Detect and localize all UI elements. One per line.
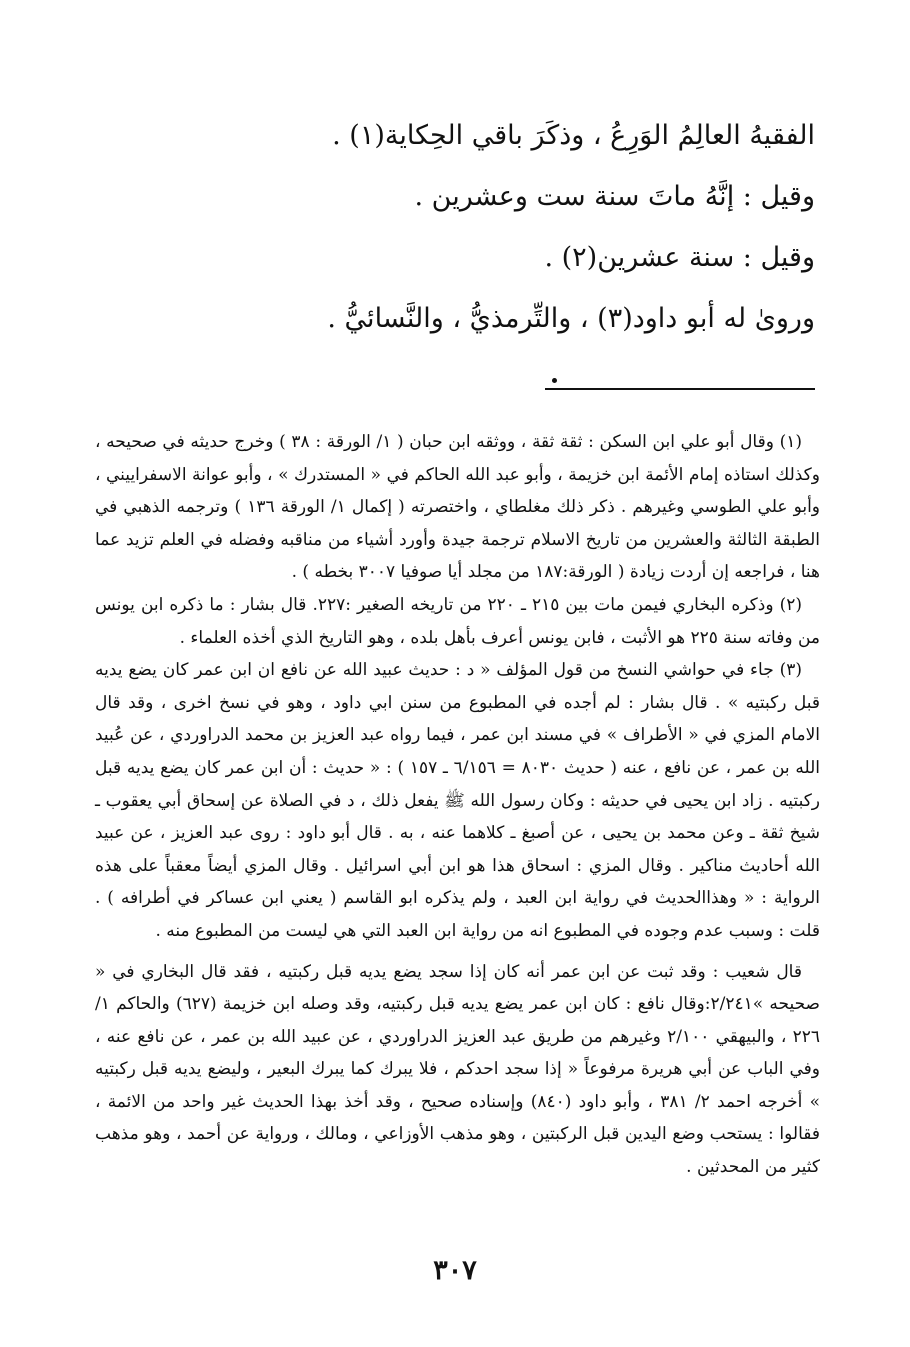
footnote-3: (٣) جاء في حواشي النسخ من قول المؤلف « د : حديث عبيد الله عن نافع ان ابن عمر كان يضع يديه قبل ركبتيه » . قال بشار : لم أجده في المطبوع من سنن ابي داود ، وهو في نسخ اخرى ، وقد قال الامام المزي في « الأطراف » في مسند ابن عمر ، فيما رواه عبد العزيز بن محمد الدراوردي ، عن عُبيد الله بن عمر ، عن نافع ، عنه ( حديث ٨٠٣٠ = ٦/١٥٦ ـ ١٥٧ ) : « حديث : أن ابن عمر كان يضع يديه قبل ركبتيه . زاد ابن يحيى في حديثه : وكان رسول الله ﷺ يفعل ذلك ، د في الصلاة عن إسحاق أبي يعقوب ـ شيخ ثقة ـ وعن محمد بن يحيى ، عن أصبغ ـ كلاهما عنه ، به . قال أبو داود : روى عبد العزيز ، عن عبيد الله أحاديث مناكير . وقال المزي : اسحاق هذا هو ابن أبي اسرائيل . وقال المزي أيضاً معقباً على هذه الرواية : « وهذاالحديث في رواية ابن العبد ، ولم يذكره ابو القاسم ( يعني ابن عساكر في أطرافه ) . قلت : وسبب عدم وجوده في المطبوع انه من رواية ابن العبد التي هي ليست من المطبوع منه .	[95, 660, 820, 941]
footnote-1: (١) وقال أبو علي ابن السكن : ثقة ثقة ، ووثقه ابن حبان ( ١/ الورقة : ٣٨ ) وخرج حديثه في صحيحه ، وكذلك استاذه إمام الأئمة ابن خزيمة ، وأبو عبد الله الحاكم في « المستدرك » ، وأبو عوانة الاسفراييني ، وأبو علي الطوسي وغيرهم . ذكر ذلك مغلطاي ، واختصرته ( إكمال ١/ الورقة ١٣٦ ) وترجمه الذهبي في الطبقة الثالثة والعشرين من تاريخ الاسلام ترجمة جيدة وأورد أشياء من مناقبه وفضله في العلم تزيد عما هنا ، فراجعه إن أردت زيادة ( الورقة:١٨٧ من مجلد أيا صوفيا ٣٠٠٧ بخطه ) .	[95, 432, 821, 583]
footnote-separator	[545, 388, 815, 390]
footnote-2: (٢) وذكره البخاري فيمن مات بين ٢١٥ ـ ٢٢٠ من تاريخه الصغير :٢٢٧. قال بشار : ما ذكره ابن يونس من وفاته سنة ٢٢٥ هو الأثبت ، فابن يونس أعرف بأهل بلده ، وهو التاريخ الذي أخذه العلماء .	[95, 594, 820, 648]
ornament-dot	[552, 378, 557, 383]
main-line-3: وقيل : سنة عشرين(٢) .	[544, 242, 815, 273]
page-number: ٣٠٧	[433, 1255, 477, 1286]
main-text	[95, 105, 815, 349]
main-line-1: الفقيهُ العالِمُ الوَرِعُ ، وذكَرَ باقي الحِكاية(١) .	[332, 120, 815, 151]
shuayb-note: قال شعيب : وقد ثبت عن ابن عمر أنه كان إذا سجد يضع يديه قبل ركبتيه ، فقد قال البخاري في « صحيحه »٢/٢٤١:وقال نافع : كان ابن عمر يضع يديه قبل ركبتيه، وقد وصله ابن خزيمة (٦٢٧) والحاكم ١/ ٢٢٦ ، والبيهقي ٢/١٠٠ وغيرهم من طريق عبد العزيز الدراوردي ، عن عبيد الله بن عمر ، عن نافع عنه ، وفي الباب عن أبي هريرة مرفوعاً « إذا سجد احدكم ، فلا يبرك كما يبرك البعير ، وليضع يديه قبل ركبتيه » أخرجه احمد ٢/ ٣٨١ ، وأبو داود (٨٤٠) وإسناده صحيح ، وقد أخذ بهذا الحديث غير واحد من الائمة ، فقالوا : يستحب وضع اليدين قبل الركبتين ، وهو مذهب الأوزاعي ، ومالك ، ورواية عن أحمد ، وهو مذهب كثير من المحدثين .	[95, 961, 820, 1178]
main-line-2: وقيل : إنَّهُ ماتَ سنة ست وعشرين .	[414, 181, 815, 212]
main-line-4: وروىٰ له أبو داود(٣) ، والتِّرمذيُّ ، والنَّسائيُّ .	[327, 303, 815, 334]
footnotes	[95, 426, 820, 1184]
